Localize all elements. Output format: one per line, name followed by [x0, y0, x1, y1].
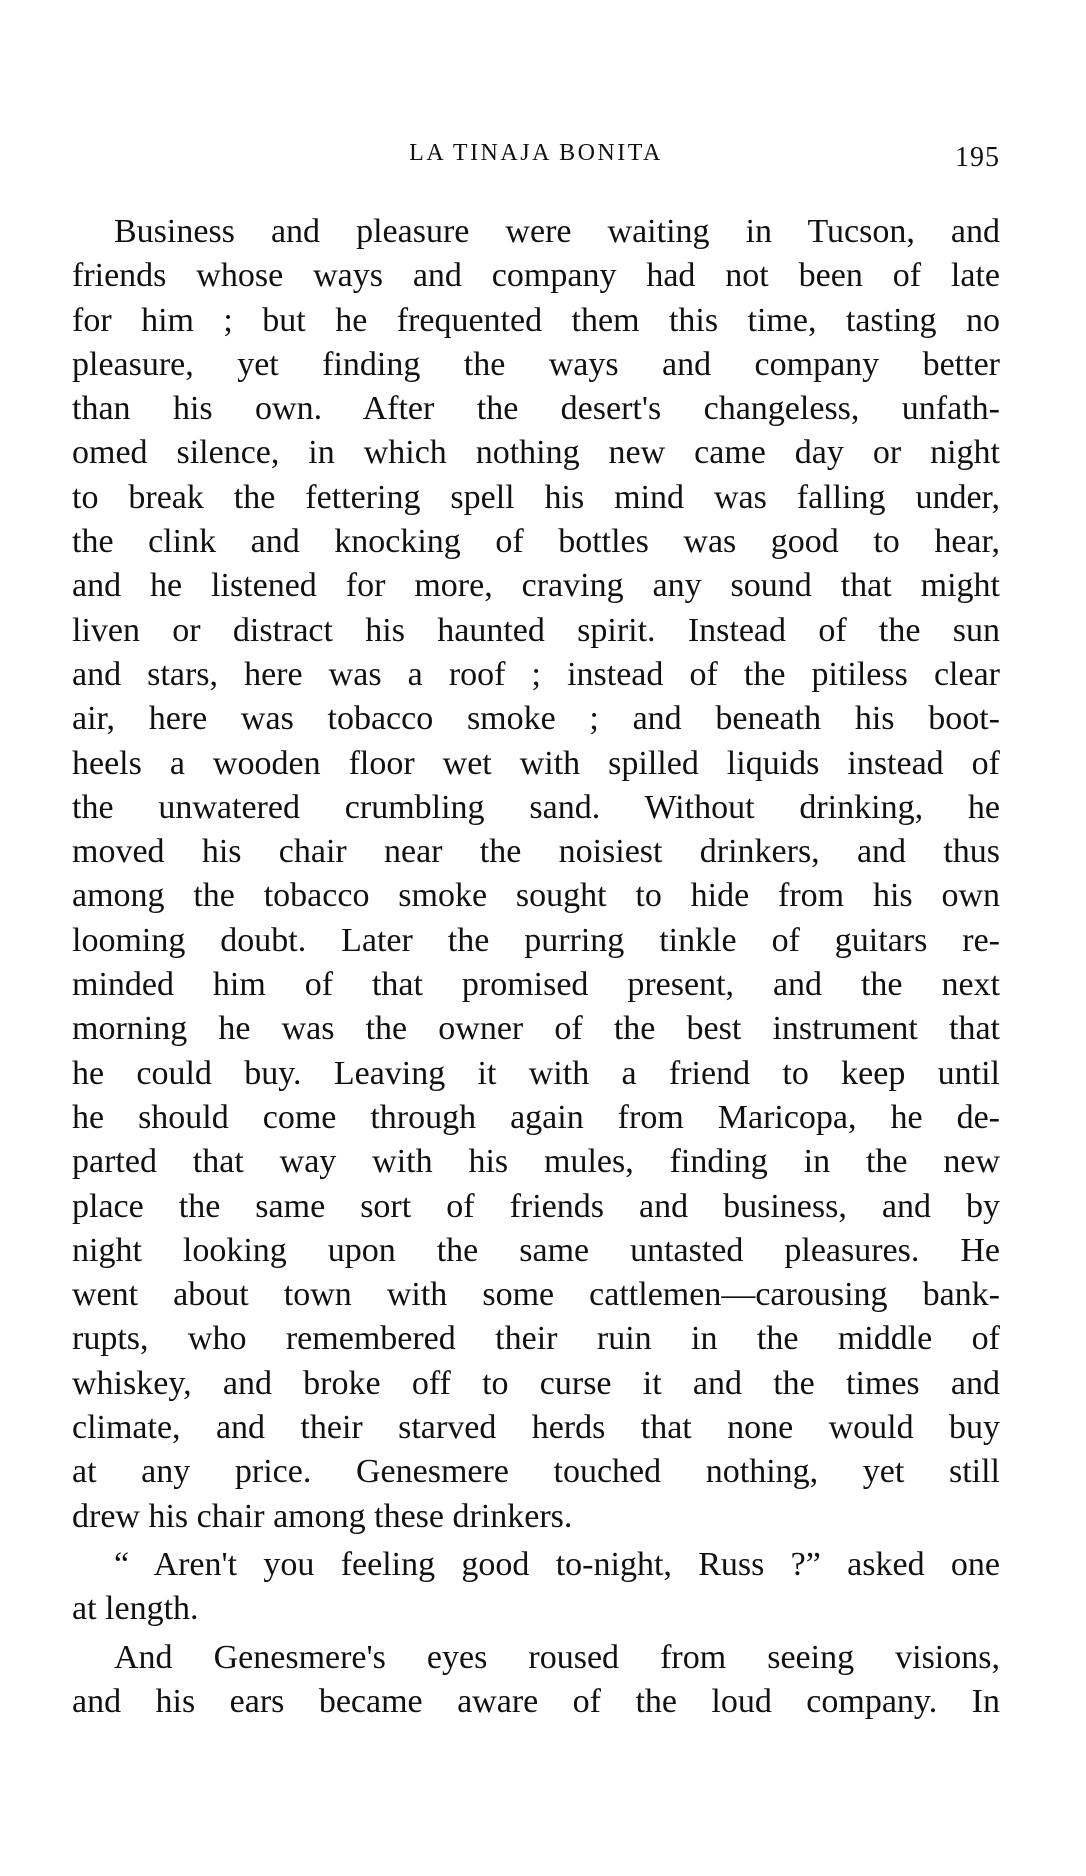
- text-line: than his own. After the desert's changeless, unfath-: [72, 390, 1000, 428]
- text-line: “ Aren't you feeling good to-night, Russ ?” asked one: [114, 1545, 1000, 1583]
- text-line: looming doubt. Later the purring tinkle of guitars re-: [72, 921, 1000, 959]
- text-line: among the tobacco smoke sought to hide from his own: [72, 877, 1000, 915]
- text-line: morning he was the owner of the best instrument that: [72, 1010, 1000, 1048]
- text-line: And Genesmere's eyes roused from seeing visions,: [114, 1638, 1000, 1676]
- text-line: friends whose ways and company had not been of late: [72, 257, 1000, 295]
- running-title: LA TINAJA BONITA: [409, 140, 663, 166]
- text-line: minded him of that promised present, and the next: [72, 966, 1000, 1004]
- text-line: parted that way with his mules, finding in the new: [72, 1143, 1000, 1181]
- body-text: [72, 210, 1000, 1724]
- text-line: the unwatered crumbling sand. Without drinking, he: [72, 788, 1000, 826]
- text-line: omed silence, in which nothing new came day or night: [72, 434, 1000, 472]
- text-line: to break the fettering spell his mind was falling under,: [72, 478, 1000, 516]
- text-line: drew his chair among these drinkers.: [72, 1497, 573, 1535]
- page-number: 195: [955, 142, 1000, 173]
- text-line: he should come through again from Maricopa, he de-: [72, 1098, 1000, 1136]
- text-line: Business and pleasure were waiting in Tucson, and: [114, 213, 1000, 250]
- text-line: at any price. Genesmere touched nothing, yet still: [72, 1453, 1000, 1491]
- text-line: heels a wooden floor wet with spilled liquids instead of: [72, 744, 1000, 782]
- text-line: he could buy. Leaving it with a friend to keep until: [72, 1054, 1000, 1092]
- text-line: and stars, here was a roof ; instead of the pitiless clear: [72, 655, 1000, 693]
- text-line: place the same sort of friends and business, and by: [72, 1187, 1000, 1225]
- running-header: [72, 140, 1000, 180]
- text-line: air, here was tobacco smoke ; and beneath his boot-: [72, 700, 1000, 738]
- text-line: night looking upon the same untasted pleasures. He: [72, 1231, 1000, 1269]
- text-line: went about town with some cattlemen—carousing bank-: [72, 1276, 1000, 1314]
- text-line: climate, and their starved herds that none would buy: [72, 1409, 1000, 1447]
- text-line: pleasure, yet finding the ways and company better: [72, 345, 1000, 383]
- text-line: the clink and knocking of bottles was good to hear,: [72, 523, 1000, 561]
- text-line: liven or distract his haunted spirit. Instead of the sun: [72, 611, 1000, 649]
- text-line: and he listened for more, craving any sound that might: [72, 567, 1000, 605]
- text-line: at length.: [72, 1590, 199, 1628]
- text-line: for him ; but he frequented them this time, tasting no: [72, 301, 1000, 339]
- text-line: whiskey, and broke off to curse it and the times and: [72, 1364, 1000, 1402]
- text-line: and his ears became aware of the loud company. In: [72, 1682, 1000, 1720]
- text-line: moved his chair near the noisiest drinkers, and thus: [72, 833, 1000, 871]
- text-line: rupts, who remembered their ruin in the middle of: [72, 1320, 1000, 1358]
